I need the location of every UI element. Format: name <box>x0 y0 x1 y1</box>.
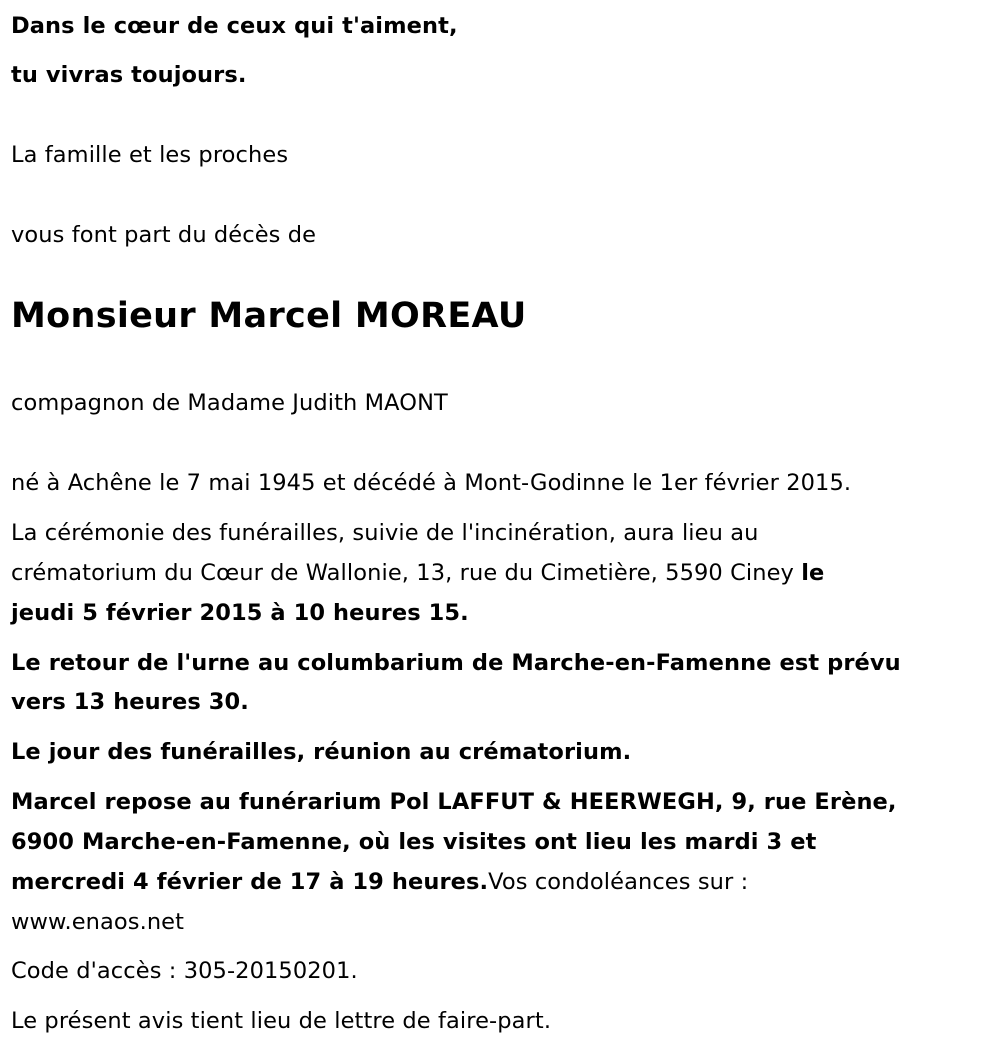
meeting-line: Le jour des funérailles, réunion au crématorium. <box>11 739 632 765</box>
website-link[interactable]: www.enaos.net <box>11 909 185 935</box>
ceremony-line-2 <box>11 553 824 593</box>
family-line: La famille et les proches <box>11 142 289 168</box>
access-code: Code d'accès : 305-20150201. <box>11 958 358 984</box>
condolences-label: Vos condoléances sur : <box>488 869 749 895</box>
closing-line: Le présent avis tient lieu de lettre de faire-part. <box>11 1008 552 1034</box>
repose-line-3 <box>11 862 748 902</box>
ceremony-location: crématorium du Cœur de Wallonie, 13, rue du Cimetière, 5590 Ciney <box>11 560 802 586</box>
epitaph-line-1: Dans le cœur de ceux qui t'aiment, <box>11 13 458 39</box>
birth-death-line: né à Achêne le 7 mai 1945 et décédé à Mont-Godinne le 1er février 2015. <box>11 470 852 496</box>
visit-hours: mercredi 4 février de 17 à 19 heures. <box>11 869 489 895</box>
urn-line-1: Le retour de l'urne au columbarium de Marche-en-Famenne est prévu <box>11 650 901 676</box>
ceremony-date-start: le <box>801 560 825 586</box>
announcement-line: vous font part du décès de <box>11 222 317 248</box>
deceased-name: Monsieur Marcel MOREAU <box>11 296 527 336</box>
repose-line-1: Marcel repose au funérarium Pol LAFFUT & HEERWEGH, 9, rue Erène, <box>11 789 897 815</box>
ceremony-line-3: jeudi 5 février 2015 à 10 heures 15. <box>11 600 469 626</box>
ceremony-line-1: La cérémonie des funérailles, suivie de l'incinération, aura lieu au <box>11 520 759 546</box>
relation-line: compagnon de Madame Judith MAONT <box>11 390 448 416</box>
repose-line-2: 6900 Marche-en-Famenne, où les visites ont lieu les mardi 3 et <box>11 829 817 855</box>
epitaph-line-2: tu vivras toujours. <box>11 62 247 88</box>
urn-line-2: vers 13 heures 30. <box>11 689 249 715</box>
